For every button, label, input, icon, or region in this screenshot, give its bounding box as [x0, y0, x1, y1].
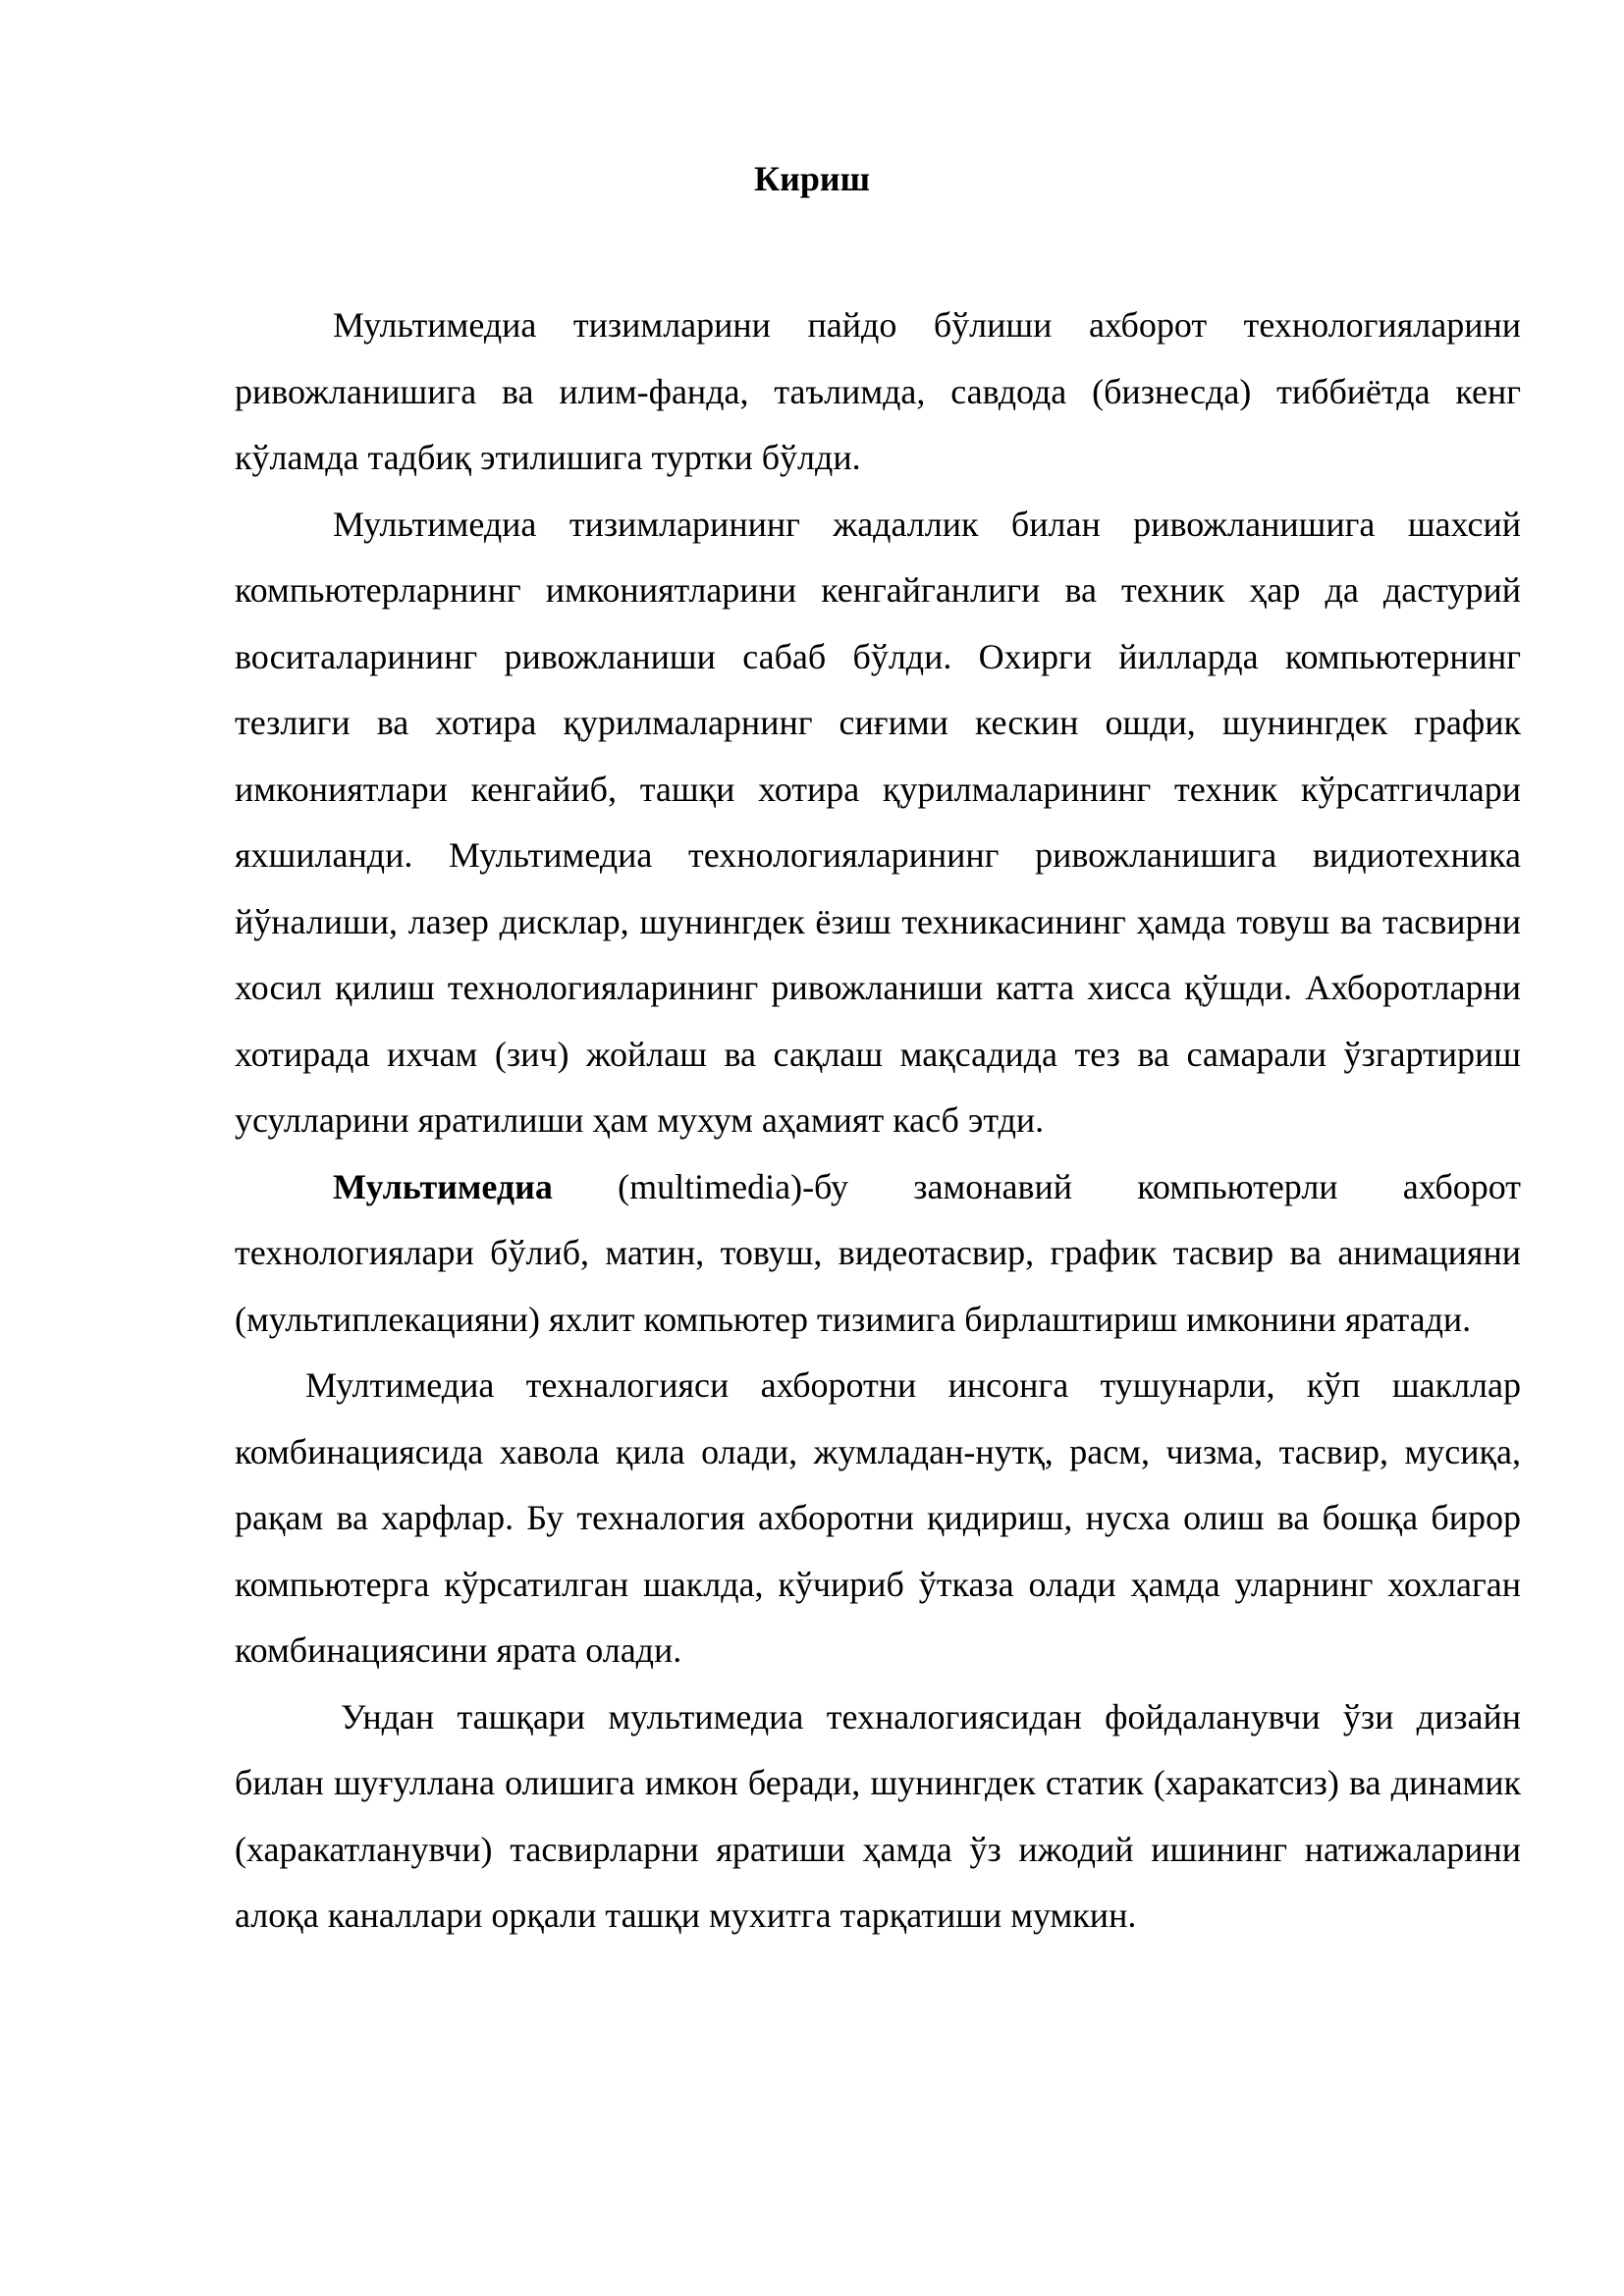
- paragraph-1-text: Мультимедиа тизимларини пайдо бўлиши ахборот технологияларини ривожланишига ва илим-фанда, таълимда, савдода (бизнесда) тиббиётда кенг кўламда тадбиқ этилишига туртки бўлди.: [235, 305, 1521, 477]
- paragraph-1: [235, 293, 1521, 492]
- document-body: [235, 293, 1521, 1949]
- paragraph-5-text: Ундан ташқари мультимедиа техналогиясидан фойдаланувчи ўзи дизайн билан шуғуллана олишига имкон беради, шунингдек статик (харакатсиз) ва динамик (харакатланувчи) тасвирларни яратиши ҳамда ўз ижодий ишининг натижаларини алоқа каналлари орқали ташқи мухитга тарқатиши мумкин.: [235, 1696, 1521, 1935]
- paragraph-3-text: (multimedia)-бу замонавий компьютерли ахборот технологиялари бўлиб, матин, товуш, видеотасвир, график тасвир ва анимацияни (мультиплекацияни) яхлит компьютер тизимига бирлаштириш имконини яратади.: [235, 1166, 1521, 1339]
- definition-term: Мультимедиа: [333, 1166, 553, 1206]
- paragraph-5: [235, 1684, 1521, 1949]
- paragraph-2: [235, 492, 1521, 1154]
- paragraph-4-text: Мултимедиа техналогияси ахборотни инсонга тушунарли, кўп шакллар комбинациясида хавола қила олади, жумладан-нутқ, расм, чизма, тасвир, мусиқа, рақам ва харфлар. Бу техналогия ахборотни қидириш, нусха олиш ва бошқа бирор компьютерга кўрсатилган шаклда, кўчириб ўтказа олади ҳамда уларнинг хохлаган комбинациясини ярата олади.: [235, 1365, 1521, 1670]
- paragraph-3: [235, 1154, 1521, 1354]
- paragraph-4: [235, 1353, 1521, 1684]
- paragraph-2-text: Мультимедиа тизимларининг жадаллик билан ривожланишига шахсий компьютерларнинг имкониятларини кенгайганлиги ва техник ҳар да дастурий воситаларининг ривожланиши сабаб бўлди. Охирги йилларда компьютернинг тезлиги ва хотира қурилмаларнинг сиғими кескин ошди, шунингдек график имкониятлари кенгайиб, ташқи хотира қурилмаларининг техник кўрсатгичлари яхшиланди. Мультимедиа технологияларининг ривожланишига видиотехника йўналиши, лазер дисклар, шунингдек ёзиш техникасининг ҳамда товуш ва тасвирни хосил қилиш технологияларининг ривожланиши катта хисса қўшди. Ахборотларни хотирада ихчам (зич) жойлаш ва сақлаш мақсадида тез ва самарали ўзгартириш усулларини яратилиши ҳам мухум аҳамият касб этди.: [235, 504, 1521, 1140]
- page-title: Кириш: [753, 159, 870, 198]
